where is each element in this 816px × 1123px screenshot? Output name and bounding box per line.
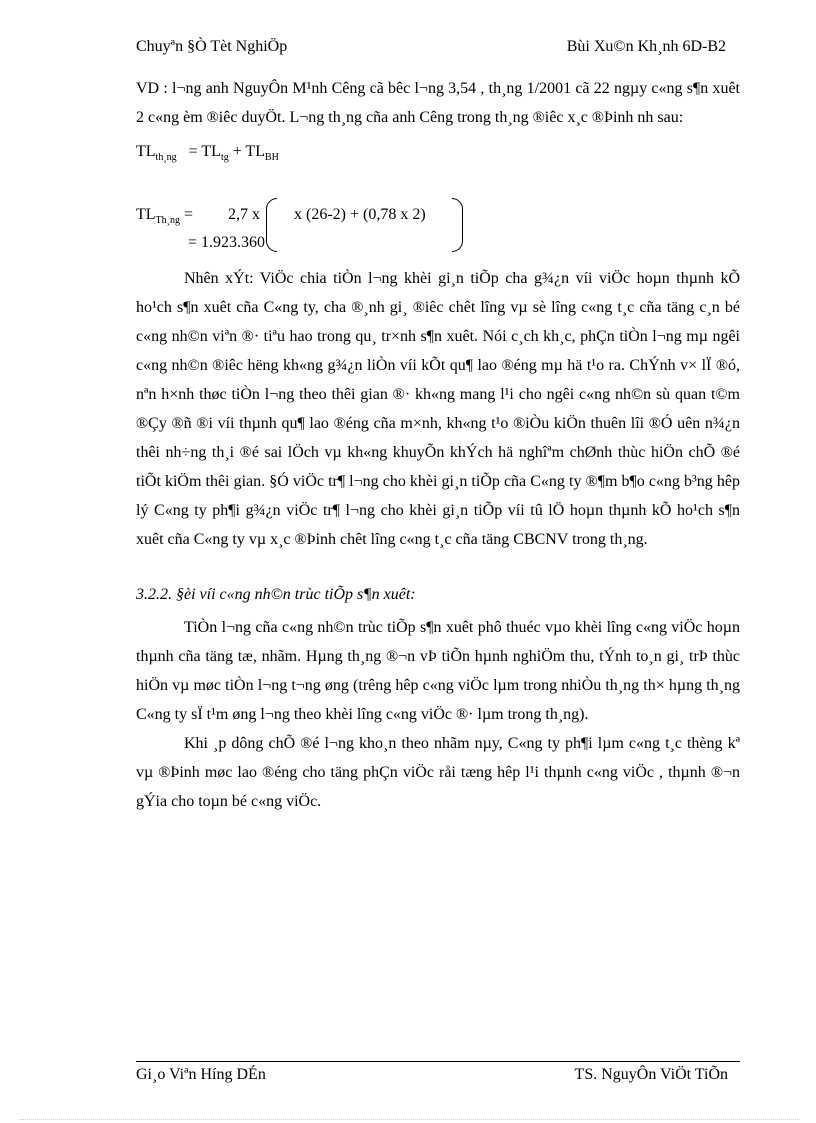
footer-supervisor-name: TS. NguyÔn ViÖt TiÕn [574, 1066, 728, 1083]
header-title: Chuyªn §Ò Tèt NghiÖp [136, 38, 288, 55]
formula-eq: = TL [188, 143, 221, 160]
calc-result: = 1.923.360 [188, 234, 266, 251]
page-footer [136, 1066, 740, 1090]
formula-plus: + TL [232, 143, 265, 160]
right-bracket [452, 198, 463, 252]
header-author: Bùi Xu©n Kh¸nh 6D-B2 [566, 38, 726, 55]
example-paragraph: VD : l¬ng anh NguyÔn M¹nh Cêng cã bêc l¬ng 3,54 , th¸ng 1/2001 cã 22 ngµy c«ng s¶n xuêt 2 c«ng èm ®iêc duyÖt. L¬ng th¸ng cña anh Cêng trong th¸ng ®iêc x¸c ®Þinh nh sau: [136, 80, 740, 126]
direct-workers-paragraph: TiÒn l¬ng cña c«ng nh©n trùc tiÕp s¶n xuêt phô thuéc vµo khèi lîng c«ng viÖc hoµn thµnh cña täng tæ, nhãm. Hµng th¸ng ®¬n vÞ tiÕn hµnh nghiÖm thu, tÝnh to¸n gi¸ trÞ thùc hiÖn vµ møc tiÒn l¬ng t¬ng øng (trêng hêp c«ng viÖc lµm trong nhiÒu th¸ng th× hµng th¸ng C«ng ty sÏ t¹m øng l¬ng theo khèi lîng c«ng viÖc ®· lµm trong th¸ng). [136, 619, 740, 723]
left-bracket [266, 198, 277, 252]
formula-lhs: TL [136, 143, 156, 160]
formula-term2-sub: BH [265, 152, 279, 164]
document-body [136, 74, 740, 816]
group-salary-paragraph: Khi ¸p dông chÕ ®é l¬ng kho¸n theo nhãm nµy, C«ng ty ph¶i lµm c«ng t¸c thèng kª vµ ®Þinh møc lao ®éng cho täng phÇn viÖc råi tæng hêp l¹i thµnh c«ng viÖc , thµnh ®¬n gÝia cho toµn bé c«ng viÖc. [136, 735, 740, 810]
calc-lhs-text: TL [136, 206, 156, 223]
calc-lhs [136, 206, 193, 226]
salary-formula [136, 140, 740, 180]
remark-paragraph: Nhên xÝt: ViÖc chia tiÒn l¬ng khèi gi¸n tiÕp cha g¾¿n víi viÖc hoµn thµnh kÕ ho¹ch s¶n xuêt cña C«ng ty, cha ®¸nh gi¸ ®iêc chêt lîng vµ sè lîng c«ng t¸c cña täng c¸n bé c«ng nh©n viªn ®· tiªu hao trong qu¸ tr×nh s¶n xuêt. Nói c¸ch kh¸c, phÇn tiÒn l¬ng mµ ngêi c«ng nh©n ®iêc hëng kh«ng g¾¿n liÒn víi kÕt qu¶ lao ®éng mµ hä t¹o ra. ChÝnh v× lÏ ®ó, nªn h×nh thøc tiÒn l¬ng theo thêi gian ®· kh«ng mang l¹i cho ngêi c«ng nh©n sù quan t©m ®Çy ®ñ ®i víi thµnh qu¶ lao ®éng cña m×nh, kh«ng t¹o ®iÒu kiÖn thuên lîi ®Ó uên n¾¿n thêi nh÷ng th¸i ®é sai lÖch vµ kh«ng khuyÕn khÝch hä nghîªm chØnh thùc hiÖn chÕ ®é tiÕt kiÖm thêi gian. §Ó viÖc tr¶ l¬ng cho khèi gi¸n tiÕp cña C«ng ty ®¶m b¶o c«ng b³ng hêp lý C«ng ty ph¶i g¾¿n viÖc tr¶ l¬ng cho khèi gi¸n tiÕp víi tû lÖ hoµn thµnh kÕ ho¹ch s¶n xuêt cña C«ng ty vµ x¸c ®Þinh chêt lîng c«ng t¸c cña täng CBCNV trong th¸ng. [136, 270, 740, 548]
footer-supervisor-label: Gi¸o Viªn Híng DÉn [136, 1066, 266, 1083]
formula-lhs-sub: th¸ng [155, 152, 177, 164]
calc-lhs-sub: Th¸ng [155, 215, 180, 227]
salary-calculation [136, 202, 740, 264]
page-header [136, 38, 740, 62]
page-bottom-dotted-line [20, 1119, 800, 1120]
footer-divider [136, 1061, 740, 1062]
calc-eq: = [184, 206, 194, 223]
formula-term1-sub: tg [220, 152, 229, 164]
calc-expression: x (26-2) + (0,78 x 2) [294, 206, 426, 223]
calc-coefficient: 2,7 x [228, 206, 260, 223]
section-heading: 3.2.2. §èi víi c«ng nh©n trùc tiÕp s¶n xuêt: [136, 586, 416, 603]
